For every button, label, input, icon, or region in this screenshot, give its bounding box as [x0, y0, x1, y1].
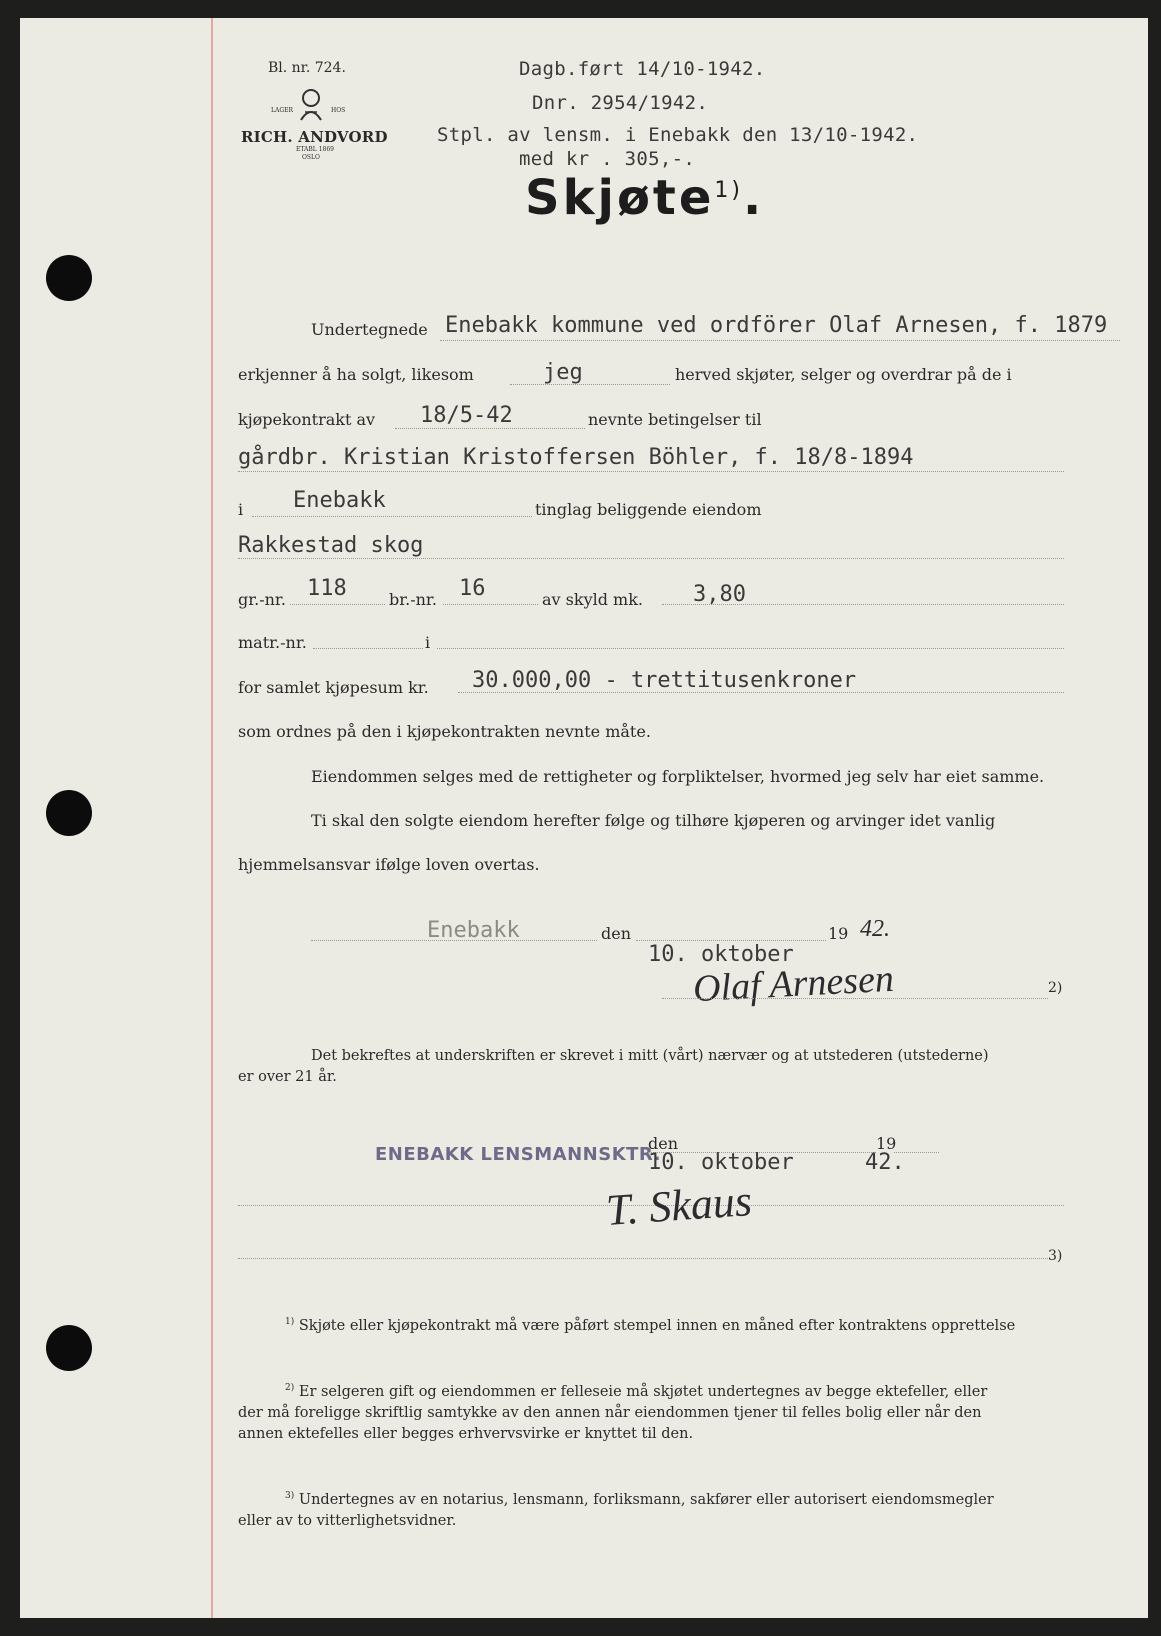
kjopekontrakt-label: kjøpekontrakt av — [238, 410, 376, 429]
footnote-3-ref: 3) — [285, 1491, 295, 1501]
grnr-value: 118 — [307, 576, 347, 601]
kjopesum-label: for samlet kjøpesum kr. — [238, 678, 429, 697]
logo-tag-right: HOS — [331, 107, 346, 114]
skyld-label: av skyld mk. — [542, 590, 644, 609]
margin-line — [211, 18, 213, 1618]
signature-seller-line — [662, 998, 1048, 999]
title-end: . — [743, 170, 765, 226]
matrnr-line — [313, 648, 423, 649]
district-line — [252, 516, 532, 517]
herved-label: herved skjøter, selger og overdrar på de i — [675, 365, 1012, 384]
erkjenner-label: erkjenner å ha solgt, likesom — [238, 365, 474, 384]
buyer-line — [238, 471, 1064, 472]
footnote-3 — [238, 1486, 1068, 1532]
title-text: Skjøte — [525, 170, 715, 226]
footnote-2-line2: der må foreligge skriftlig samtykke av den annen når eiendommen tjener til felles bolig eller når den — [238, 1404, 982, 1421]
lensmann-stamp: ENEBAKK LENSMANNSKTR. — [375, 1144, 661, 1165]
clause-transfer-line2: hjemmelsansvar ifølge loven overtas. — [238, 855, 540, 874]
skyld-line — [662, 604, 1064, 605]
matr-i-label: i — [425, 633, 431, 652]
signing-place: Enebakk — [427, 918, 520, 943]
ordnes-text: som ordnes på den i kjøpekontrakten nevnte måte. — [238, 722, 651, 741]
publisher-name: RICH. ANDVORD — [241, 128, 388, 146]
title-note: 1) — [714, 178, 744, 203]
signature-witness-note: 3) — [1048, 1248, 1063, 1264]
punch-hole-middle — [46, 790, 92, 836]
clause-transfer-line1: Ti skal den solgte eiendom herefter følge og tilhøre kjøperen og arvinger idet vanlig — [311, 811, 996, 830]
footnote-2-ref: 2) — [285, 1383, 295, 1393]
footnote-1 — [285, 1312, 1085, 1337]
punch-hole-top — [46, 255, 92, 301]
publisher-established: ETABL 1869 — [296, 146, 334, 153]
witness-den-label: den — [648, 1134, 679, 1153]
clause-rights: Eiendommen selges med de rettigheter og forpliktelser, hvormed jeg selv har eiet samme. — [311, 767, 1045, 786]
brnr-label: br.-nr. — [389, 590, 437, 609]
price-line — [458, 692, 1064, 693]
footnote-3-line1: Undertegnes av en notarius, lensmann, forliksmann, sakfører eller autorisert eiendomsmegler — [298, 1491, 994, 1508]
page-title — [525, 170, 764, 226]
brnr-value: 16 — [459, 576, 486, 601]
publisher-city: OSLO — [302, 154, 320, 161]
buyer-value: gårdbr. Kristian Kristoffersen Böhler, f. 18/8-1894 — [238, 445, 914, 470]
undertegnede-label: Undertegnede — [311, 320, 428, 339]
contract-date-value: 18/5-42 — [420, 403, 513, 428]
signature-seller-note: 2) — [1048, 980, 1063, 996]
footnote-3-line2: eller av to vitterlighetsvidner. — [238, 1512, 457, 1529]
registration-amount: med kr . 305,-. — [519, 148, 696, 170]
seller-value: Enebakk kommune ved ordförer Olaf Arnesen, f. 1879 — [445, 313, 1108, 338]
signature-seller: Olaf Arnesen — [692, 957, 895, 1011]
signing-den-label: den — [601, 924, 632, 943]
signing-date: 10. oktober — [648, 942, 794, 967]
signature-witness-line — [238, 1258, 1048, 1259]
footnote-2-line1: Er selgeren gift og eiendommen er felleseie må skjøtet undertegnes av begge ektefeller, eller — [298, 1383, 988, 1400]
grnr-label: gr.-nr. — [238, 590, 286, 609]
publisher-logo-icon — [293, 86, 329, 124]
signature-witness: T. Skaus — [604, 1175, 754, 1236]
price-value: 30.000,00 - trettitusenkroner — [472, 668, 857, 693]
punch-hole-bottom — [46, 1325, 92, 1371]
witness-year-suffix: 42. — [865, 1150, 905, 1175]
grnr-line — [290, 604, 385, 605]
pronoun-line — [510, 384, 670, 385]
witness-text-line1: Det bekreftes at underskriften er skrevet i mitt (vårt) nærvær og at utstederen (utstederne) — [311, 1048, 989, 1064]
signing-year-suffix: 42. — [860, 916, 890, 942]
footnote-1-ref: 1) — [285, 1317, 295, 1327]
nevnte-label: nevnte betingelser til — [588, 410, 762, 429]
footnote-1-line1: Skjøte eller kjøpekontrakt må være påført stempel innen en måned efter kontraktens opprettelse — [298, 1317, 1016, 1334]
logo-tag-left: LAGER — [271, 107, 294, 114]
tinglag-label: tinglag beliggende eiendom — [535, 500, 762, 519]
footnote-2 — [238, 1378, 1068, 1445]
district-value: Enebakk — [293, 488, 386, 513]
form-number: Bl. nr. 724. — [268, 60, 346, 76]
i-label: i — [238, 500, 244, 519]
brnr-line — [443, 604, 538, 605]
witness-year-prefix: 19 — [876, 1134, 897, 1153]
property-value: Rakkestad skog — [238, 533, 424, 558]
contract-date-line — [395, 428, 585, 429]
footnote-2-line3: annen ektefelles eller begges erhvervsvirke er knyttet til den. — [238, 1425, 694, 1442]
signing-year-prefix: 19 — [828, 924, 849, 943]
witness-text-line2: er over 21 år. — [238, 1069, 337, 1085]
pronoun-value: jeg — [543, 360, 583, 385]
signing-place-line — [311, 940, 597, 941]
matr-i-line — [437, 648, 1064, 649]
seller-line — [440, 340, 1120, 341]
witness-date: 10. oktober — [648, 1150, 794, 1175]
signing-date-line — [636, 940, 826, 941]
registration-diary: Dagb.ført 14/10-1942. — [519, 58, 766, 80]
registration-number: Dnr. 2954/1942. — [532, 92, 709, 114]
matrnr-label: matr.-nr. — [238, 633, 307, 652]
property-line — [238, 558, 1064, 559]
skyld-value: 3,80 — [693, 582, 746, 607]
registration-stamp-duty: Stpl. av lensm. i Enebakk den 13/10-1942. — [437, 124, 919, 146]
